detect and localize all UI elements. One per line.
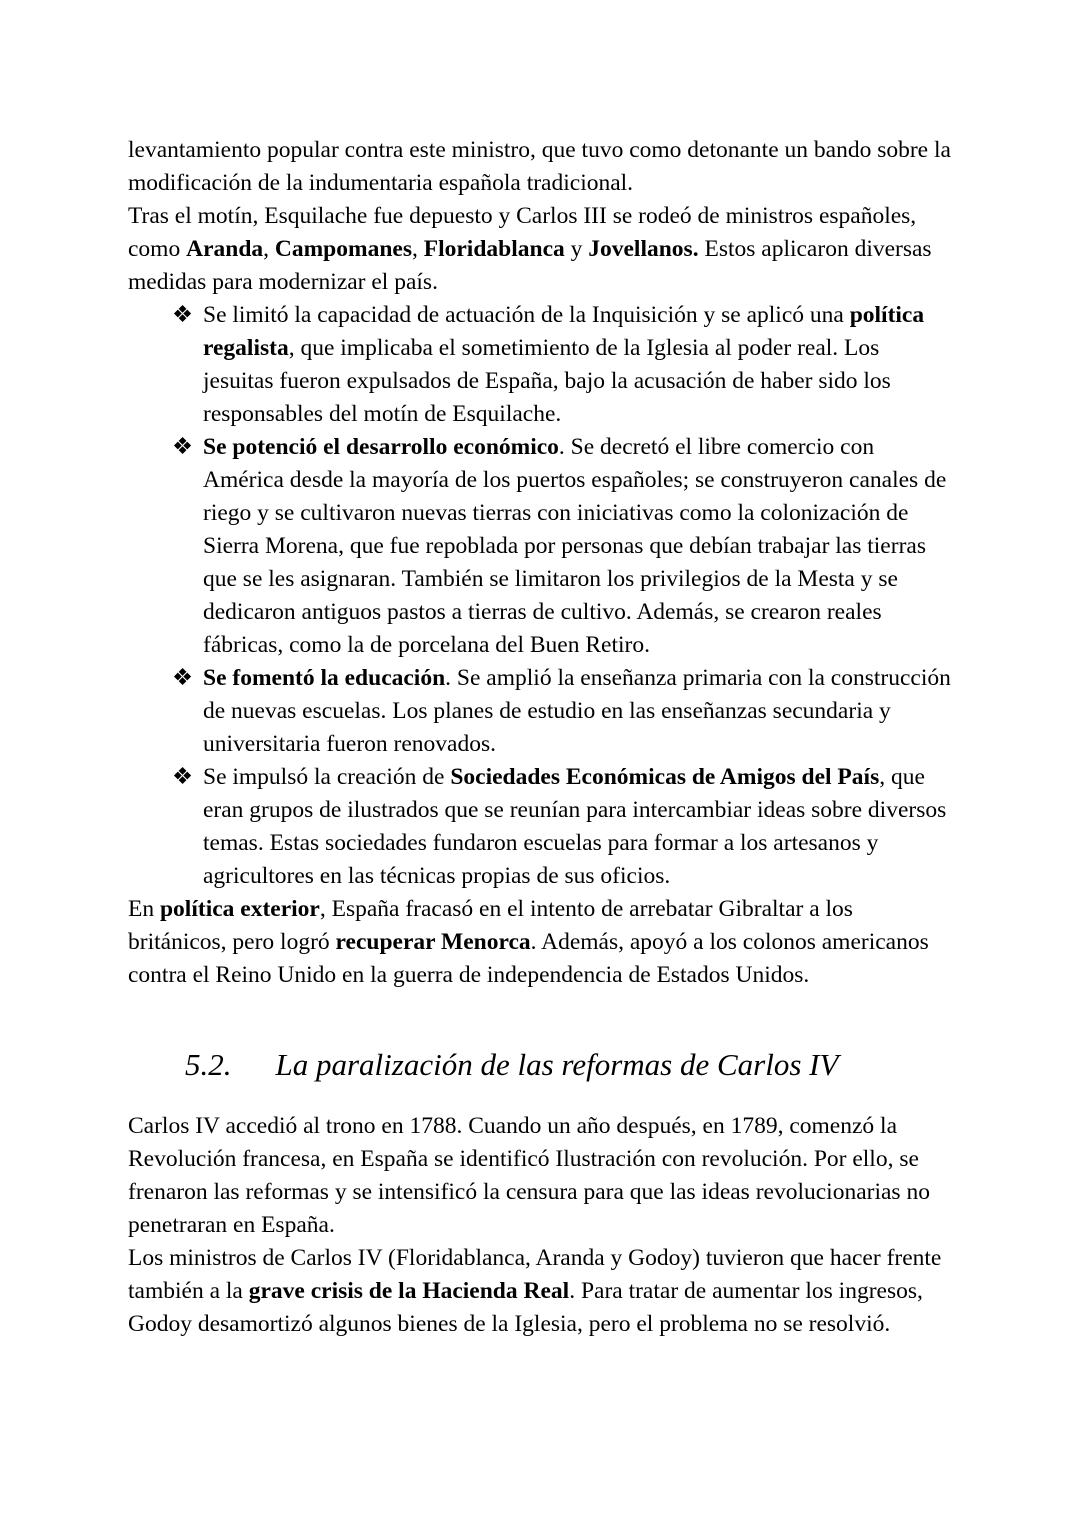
diamond-bullet-icon: ❖ (172, 302, 194, 328)
carlos-iv-paragraph-2: Los ministros de Carlos IV (Floridablanca, Aranda y Godoy) tuvieron que hacer frente también a la grave crisis de la Hacienda Real. Para tratar de aumentar los ingresos, Godoy desamortizó algunos bienes de la Iglesia, pero el problema no se resolvió. (128, 1245, 942, 1337)
list-item (128, 662, 952, 761)
intro-paragraph-1: levantamiento popular contra este ministro, que tuvo como detonante un bando sobre la modificación de la indumentaria española tradicional. (128, 137, 951, 196)
list-item-text: Se impulsó la creación de Sociedades Económicas de Amigos del País, que eran grupos de ilustrados que se reunían para intercambiar ideas sobre diversos temas. Estas sociedades fundaron escuelas para formar a los artesanos y agricultores en las técnicas propias de sus oficios. (203, 764, 947, 889)
diamond-bullet-icon: ❖ (172, 665, 194, 691)
list-item (128, 299, 952, 431)
section-number: 5.2. (185, 1047, 232, 1082)
bullet-list (128, 299, 952, 893)
section-title: La paralización de las reformas de Carlos IV (275, 1047, 839, 1082)
diamond-bullet-icon: ❖ (172, 434, 194, 460)
carlos-iv-paragraph-1: Carlos IV accedió al trono en 1788. Cuando un año después, en 1789, comenzó la Revolución francesa, en España se identificó Ilustración con revolución. Por ello, se frenaron las reformas y se intensificó la censura para que las ideas revolucionarias no penetraran en España. (128, 1113, 930, 1238)
list-item (128, 761, 952, 893)
list-item (128, 431, 952, 662)
list-item-text: Se limitó la capacidad de actuación de la Inquisición y se aplicó una política regalista, que implicaba el sometimiento de la Iglesia al poder real. Los jesuitas fueron expulsados de España, bajo la acusación de haber sido los responsables del motín de Esquilache. (203, 302, 925, 427)
list-item-text: Se fomentó la educación. Se amplió la enseñanza primaria con la construcción de nuevas escuelas. Los planes de estudio en las enseñanzas secundaria y universitaria fueron renovados. (203, 665, 951, 757)
section-heading (185, 1044, 952, 1086)
foreign-policy-paragraph: En política exterior, España fracasó en el intento de arrebatar Gibraltar a los británicos, pero logró recuperar Menorca. Además, apoyó a los colonos americanos contra el Reino Unido en la guerra de independencia de Estados Unidos. (128, 896, 929, 988)
intro-paragraph-2: Tras el motín, Esquilache fue depuesto y Carlos III se rodeó de ministros españoles, como Aranda, Campomanes, Floridablanca y Jovellanos. Estos aplicaron diversas medidas para modernizar el país. (128, 203, 932, 295)
diamond-bullet-icon: ❖ (172, 764, 194, 790)
list-item-text: Se potenció el desarrollo económico. Se decretó el libre comercio con América desde la mayoría de los puertos españoles; se construyeron canales de riego y se cultivaron nuevas tierras con iniciativas como la colonización de Sierra Morena, que fue repoblada por personas que debían trabajar las tierras que se les asignaran. También se limitaron los privilegios de la Mesta y se dedicaron antiguos pastos a tierras de cultivo. Además, se crearon reales fábricas, como la de porcelana del Buen Retiro. (203, 434, 947, 658)
